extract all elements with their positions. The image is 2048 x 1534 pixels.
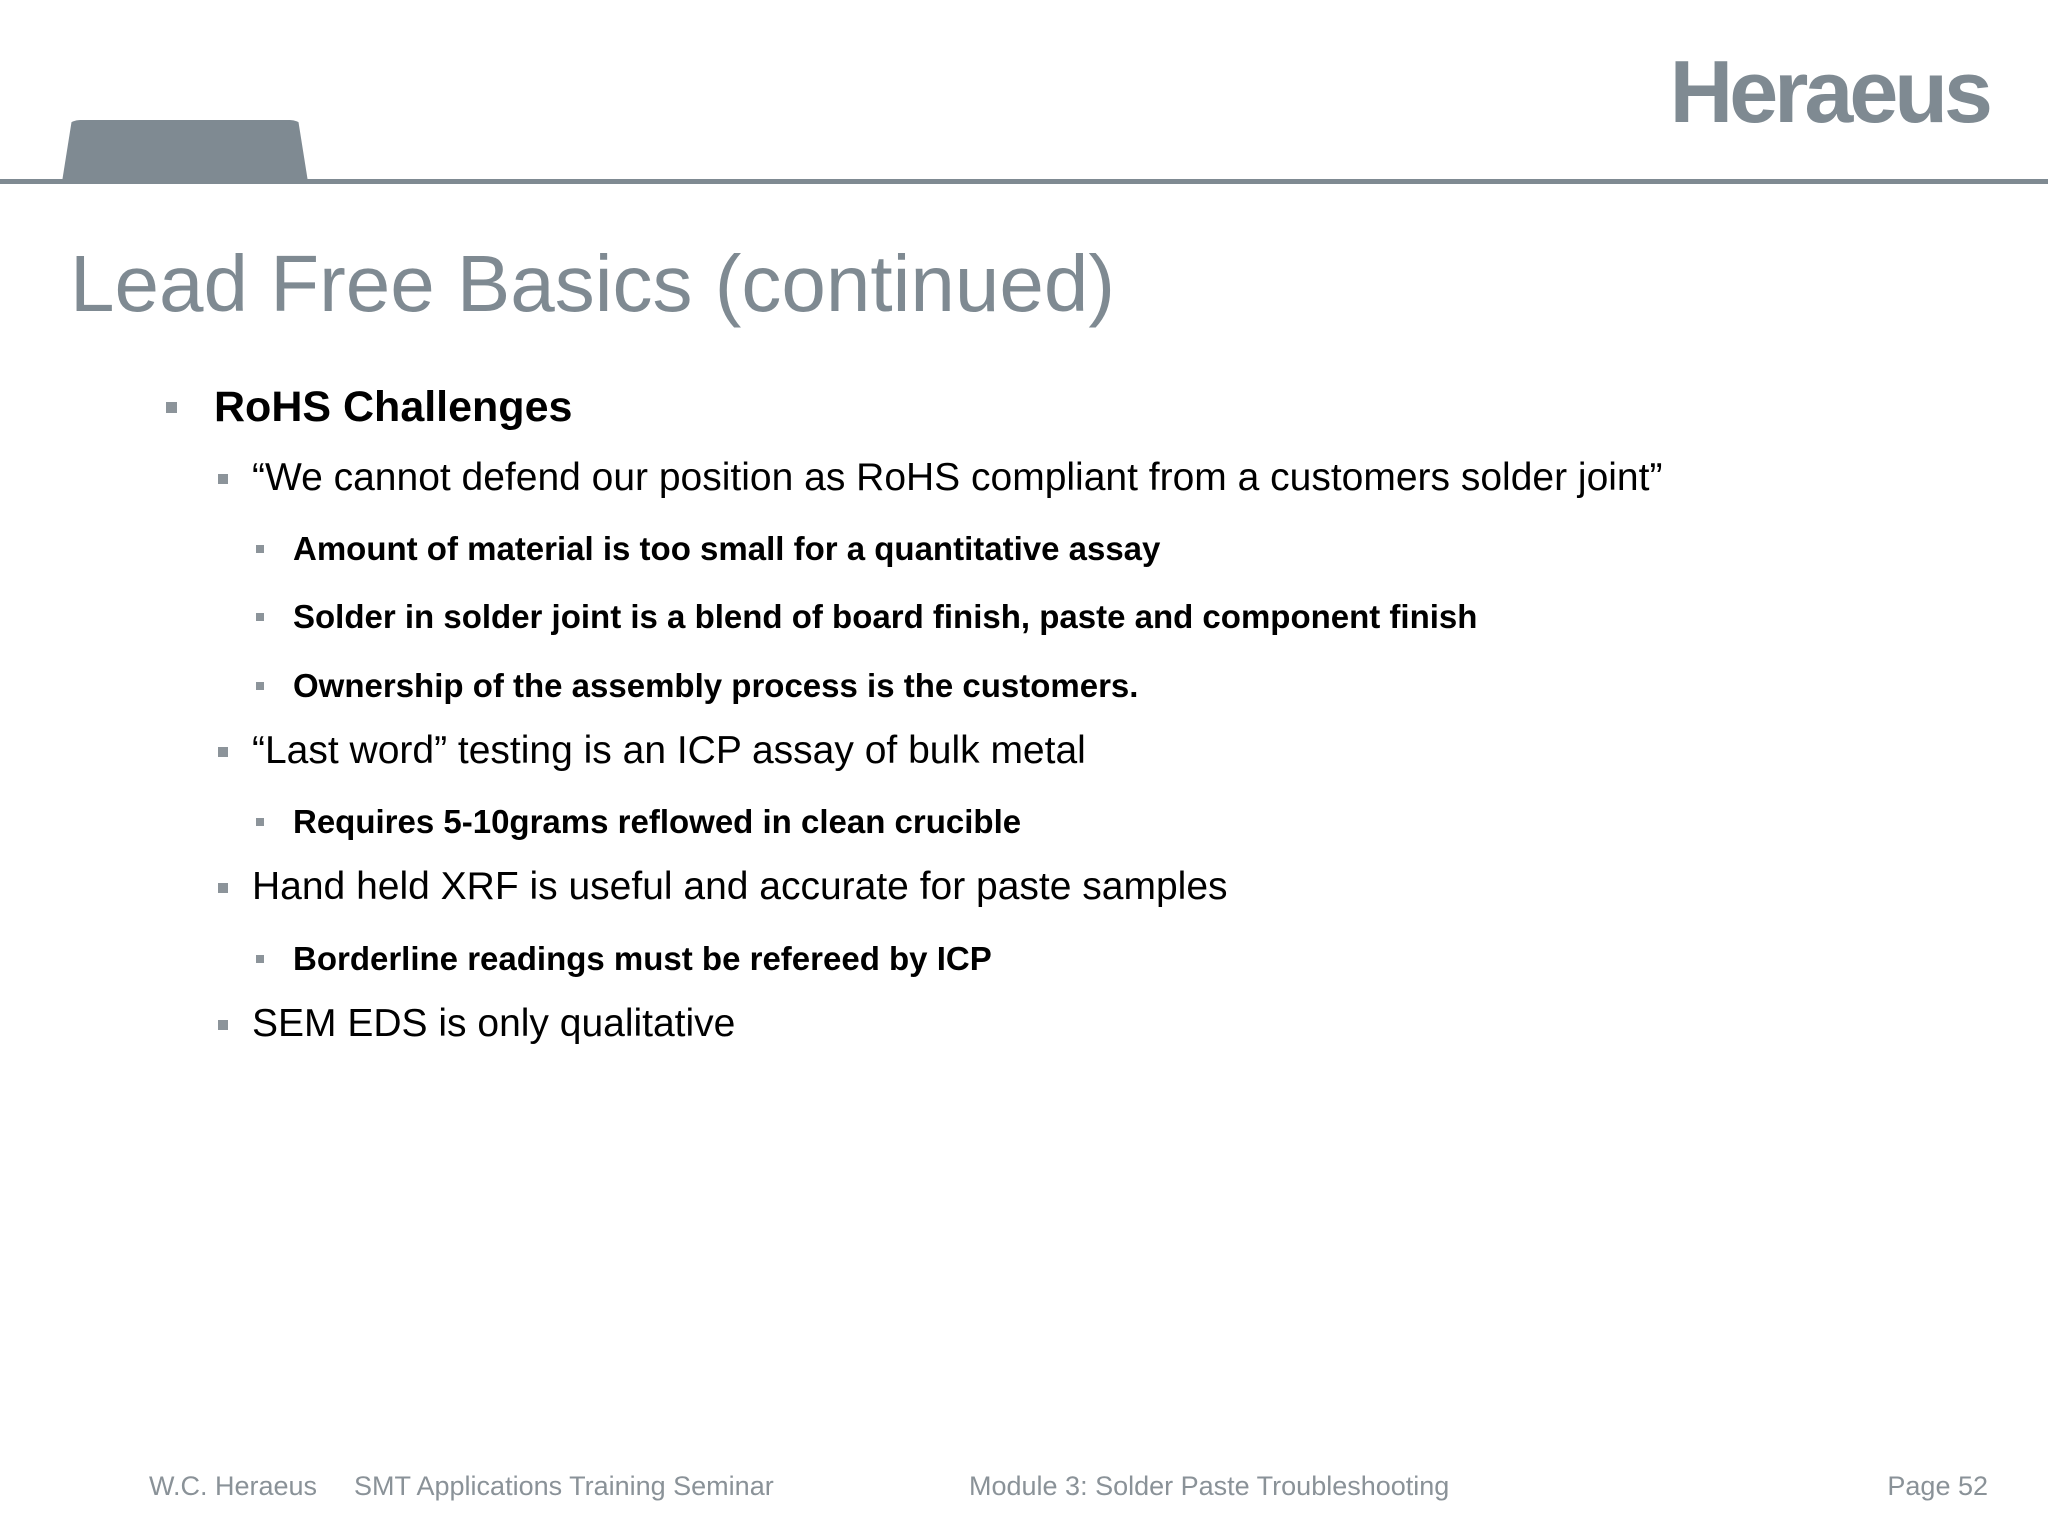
square-bullet-icon bbox=[256, 818, 264, 826]
bullet-text: Amount of material is too small for a quantitative assay bbox=[293, 530, 1161, 567]
bullet-item bbox=[252, 1001, 735, 1047]
bullet-text: “Last word” testing is an ICP assay of bulk metal bbox=[252, 729, 1086, 772]
bullet-item bbox=[214, 382, 572, 432]
bullet-text: Ownership of the assembly process is the customers. bbox=[293, 667, 1139, 704]
bullet-item bbox=[293, 939, 992, 979]
square-bullet-icon bbox=[256, 545, 264, 553]
square-bullet-icon bbox=[256, 682, 264, 690]
square-bullet-icon bbox=[218, 474, 228, 484]
header-divider bbox=[0, 179, 2048, 184]
square-bullet-icon bbox=[166, 402, 177, 413]
bullet-item bbox=[252, 728, 1086, 774]
footer-module: Module 3: Solder Paste Troubleshooting bbox=[969, 1471, 1450, 1501]
bullet-item bbox=[293, 529, 1160, 569]
bullet-text: Hand held XRF is useful and accurate for paste samples bbox=[252, 865, 1228, 908]
bullet-text: SEM EDS is only qualitative bbox=[252, 1002, 736, 1045]
footer-company: W.C. Heraeus bbox=[149, 1471, 318, 1501]
bullet-item bbox=[293, 802, 1021, 842]
square-bullet-icon bbox=[256, 613, 264, 621]
bullet-text: “We cannot defend our position as RoHS compliant from a customers solder joint” bbox=[252, 456, 1663, 499]
bullet-text: Requires 5-10grams reflowed in clean crucible bbox=[293, 803, 1022, 840]
bullet-item bbox=[252, 455, 1662, 501]
bullet-text: Borderline readings must be refereed by ICP bbox=[293, 940, 992, 977]
footer-page-number: Page 52 bbox=[1887, 1471, 1988, 1501]
slide-title: Lead Free Basics (continued) bbox=[70, 239, 1115, 328]
bullet-item bbox=[252, 864, 1228, 910]
bullet-text: RoHS Challenges bbox=[214, 383, 573, 431]
bullet-item bbox=[293, 666, 1138, 706]
square-bullet-icon bbox=[218, 747, 228, 757]
square-bullet-icon bbox=[218, 883, 228, 893]
footer-seminar: SMT Applications Training Seminar bbox=[354, 1471, 774, 1501]
heraeus-logo: Heraeus bbox=[1669, 42, 1989, 141]
bullet-item bbox=[293, 597, 1477, 637]
header-tab-decoration bbox=[62, 120, 308, 182]
square-bullet-icon bbox=[218, 1020, 228, 1030]
bullet-text: Solder in solder joint is a blend of board finish, paste and component finish bbox=[293, 598, 1478, 635]
square-bullet-icon bbox=[256, 955, 264, 963]
